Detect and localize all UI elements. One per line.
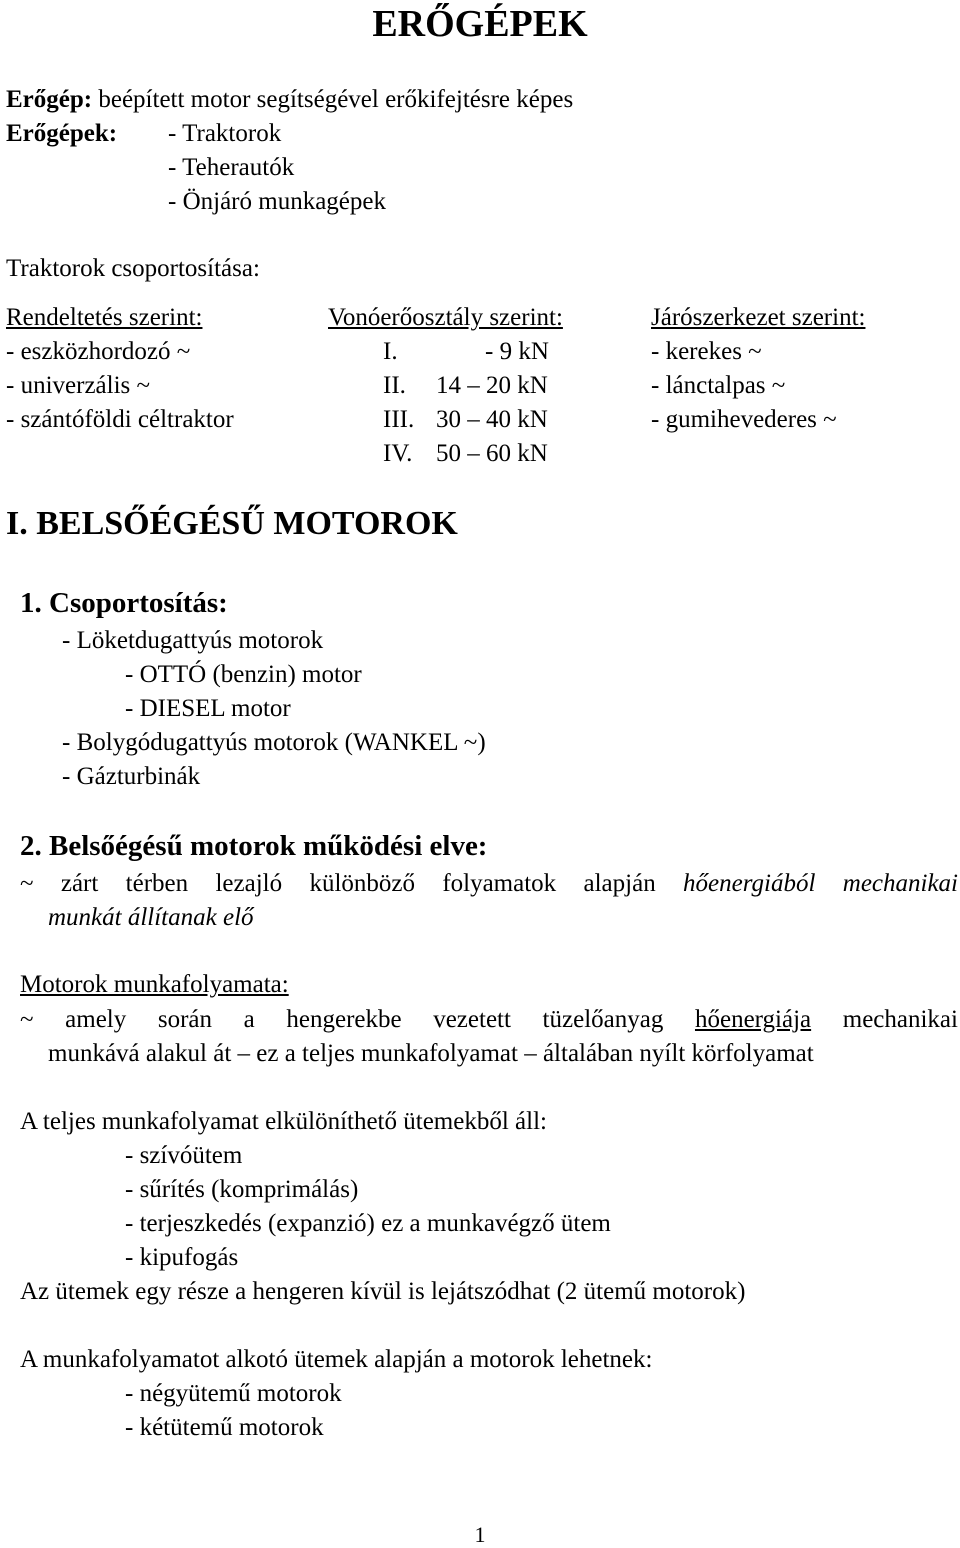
work-text: ~ amely során a hengerekbe vezetett tüzelőanyag [20,1006,695,1033]
subsection-heading: 2. Belsőégésű motorok működési elve: [20,830,488,862]
list-item: - Bolygódugattyús motorok (WANKEL ~) [62,729,486,756]
principle-emphasis: hőenergiából mechanikai [683,870,959,897]
col2-header: Vonóerőosztály szerint: [328,304,563,331]
definition-line [6,83,573,117]
class-range: - 9 kN [485,338,549,365]
list-item: - Gázturbinák [62,763,201,790]
strokes-heading: A teljes munkafolyamat elkülöníthető ütemekből áll: [20,1108,547,1135]
class-label: I. [383,338,398,365]
principle-emphasis-cont: munkát állítanak elő [48,904,254,931]
class-label: III. [383,406,415,433]
type-item: - kétütemű motorok [125,1414,324,1441]
col1-item: - szántóföldi céltraktor [6,406,234,433]
work-line-cont: munkává alakul át – ez a teljes munkafolyamat – általában nyílt körfolyamat [48,1040,814,1067]
list-item: - DIESEL motor [125,695,291,722]
stroke-item: - kipufogás [125,1244,239,1271]
class-range: 30 – 40 kN [436,406,548,433]
groups-heading: Traktorok csoportosítása: [6,255,260,282]
type-item: - négyütemű motorok [125,1380,342,1407]
principle-line [20,867,958,901]
principle-text: ~ zárt térben lezajló különböző folyamatok alapján [20,870,684,897]
col3-item: - lánctalpas ~ [651,372,786,399]
stroke-item: - sűrítés (komprimálás) [125,1176,359,1203]
types-heading: A munkafolyamatot alkotó ütemek alapján a motorok lehetnek: [20,1346,653,1373]
col3-header: Járószerkezet szerint: [651,304,866,331]
list-item: - Löketdugattyús motorok [62,627,324,654]
stroke-item: - terjeszkedés (expanzió) ez a munkavégző ütem [125,1210,611,1237]
class-label: IV. [383,440,413,467]
work-heading: Motorok munkafolyamata: [20,971,289,998]
col1-item: - eszközhordozó ~ [6,338,191,365]
work-underlined: hőenergiája [694,1006,812,1033]
col3-item: - gumihevederes ~ [651,406,837,433]
col1-item: - univerzális ~ [6,372,151,399]
strokes-note: Az ütemek egy része a hengeren kívül is lejátszódhat (2 ütemű motorok) [20,1278,746,1305]
col3-item: - kerekes ~ [651,338,762,365]
work-line [20,1003,958,1037]
list-item: - Önjáró munkagépek [168,188,386,215]
definition-term: Erőgép: [6,86,93,113]
list-item: - Traktorok [168,120,282,147]
list-item: - OTTÓ (benzin) motor [125,661,362,688]
work-text: mechanikai [811,1006,958,1033]
class-range: 50 – 60 kN [436,440,548,467]
list-term: Erőgépek: [6,120,118,147]
class-range: 14 – 20 kN [436,372,548,399]
definition-text: beépített motor segítségével erőkifejtésre képes [92,86,574,113]
section-heading: I. BELSŐÉGÉSŰ MOTOROK [6,505,458,542]
subsection-heading: 1. Csoportosítás: [20,587,228,619]
list-item: - Teherautók [168,154,295,181]
stroke-item: - szívóütem [125,1142,243,1169]
page-number: 1 [474,1522,486,1547]
class-label: II. [383,372,406,399]
col1-header: Rendeltetés szerint: [6,304,203,331]
page-title: ERŐGÉPEK [372,3,588,45]
